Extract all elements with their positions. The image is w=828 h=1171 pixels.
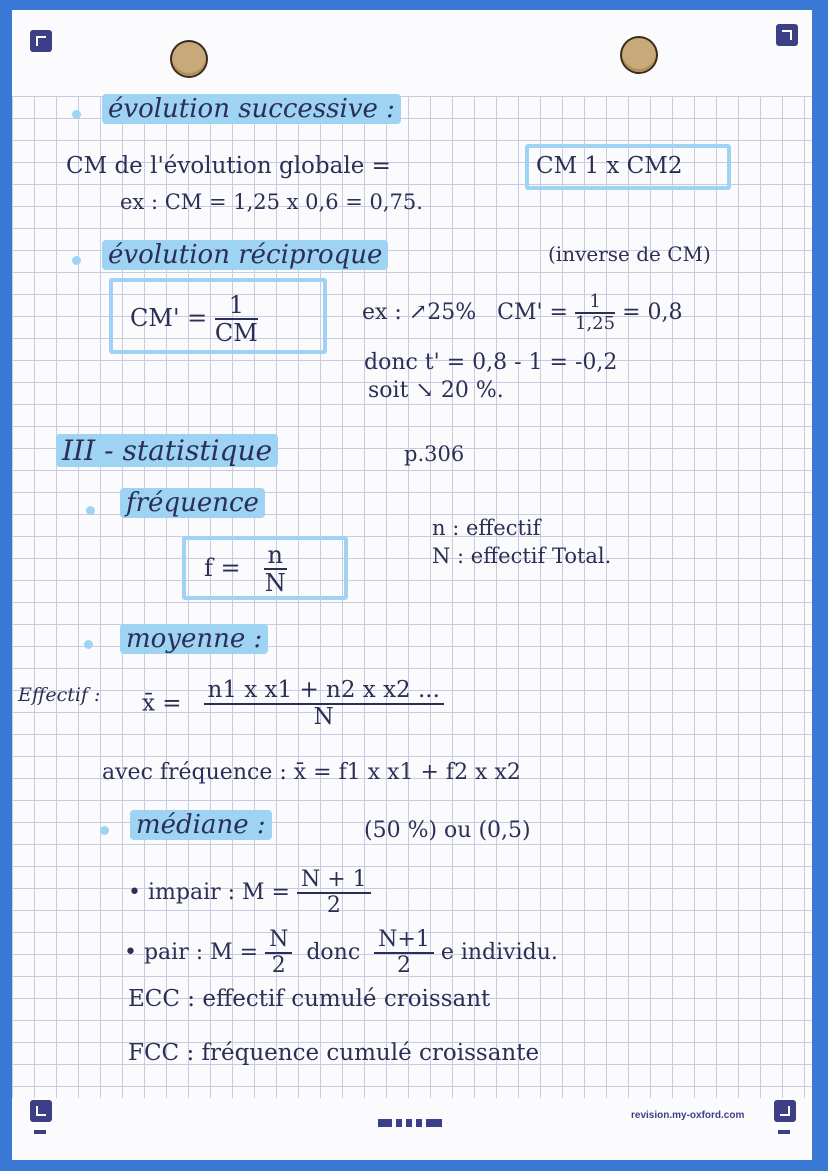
- heading-evolution-reciproque: évolution réciproque: [102, 240, 388, 270]
- bullet-dot-icon: [72, 110, 81, 119]
- bullet-dot-icon: [100, 826, 109, 835]
- corner-dash-icon: [34, 1130, 46, 1134]
- cm-global-line: [66, 153, 391, 179]
- cm-prime-formula: CM' = $\frac{1}{CM}$: [130, 291, 258, 348]
- mean-formula: x̄ = $\frac{\text{n1 x x1 + n2 x x2 ...}}{N}$: [142, 678, 444, 731]
- soit-line: soit ↘ 20 %.: [368, 378, 504, 403]
- frequence-formula: f = $\frac{n}{N}$: [204, 541, 286, 598]
- donc-line: donc t' = 0,8 - 1 = -0,2: [364, 350, 618, 375]
- footer-url: revision.my-oxford.com: [631, 1110, 745, 1121]
- heading-statistique: III - statistique: [56, 434, 278, 467]
- corner-mark-icon: [30, 30, 52, 52]
- corner-mark-icon: [30, 1100, 52, 1122]
- heading-note: (inverse de CM): [548, 242, 711, 266]
- corner-mark-icon: [776, 24, 798, 46]
- corner-mark-icon: [774, 1100, 796, 1122]
- heading-mediane: médiane :: [130, 810, 272, 840]
- punch-hole-icon: [622, 38, 656, 72]
- footer-marks-icon: [378, 1112, 446, 1131]
- heading-evolution-successive: évolution successive :: [102, 94, 401, 124]
- ecc-line: ECC : effectif cumulé croissant: [128, 986, 491, 1012]
- effectif-label: Effectif :: [18, 684, 101, 706]
- heading-frequence: fréquence: [120, 488, 265, 518]
- impair-line: • impair : M = $\frac{N + 1}{2}$: [128, 868, 371, 918]
- page-reference: p.306: [404, 442, 465, 466]
- N-definition: N : effectif Total.: [432, 544, 612, 568]
- grid-paper-sheet: [12, 10, 812, 1160]
- n-definition: n : effectif: [432, 516, 541, 540]
- cm-global-formula: CM 1 x CM2: [536, 153, 683, 179]
- heading-moyenne: moyenne :: [120, 624, 268, 654]
- sheet-top-band: [12, 10, 812, 96]
- bullet-dot-icon: [72, 256, 81, 265]
- cm-global-text: CM de l'évolution globale =: [66, 153, 391, 179]
- pair-line: • pair : M = $\frac{N}{2}$ donc $\frac{N+1}{2}$ e individu.: [124, 927, 558, 979]
- bullet-dot-icon: [86, 506, 95, 515]
- example-2: ex : ↗25% CM' = $\frac{1}{1,25}$ = 0,8: [362, 291, 683, 334]
- fcc-line: FCC : fréquence cumulé croissante: [128, 1040, 540, 1066]
- bullet-dot-icon: [84, 640, 93, 649]
- mediane-note: (50 %) ou (0,5): [364, 818, 531, 843]
- frequency-mean: avec fréquence : x̄ = f1 x x1 + f2 x x2: [102, 760, 521, 785]
- punch-hole-icon: [172, 42, 206, 76]
- corner-dash-icon: [778, 1130, 790, 1134]
- example-1: ex : CM = 1,25 x 0,6 = 0,75.: [120, 190, 423, 214]
